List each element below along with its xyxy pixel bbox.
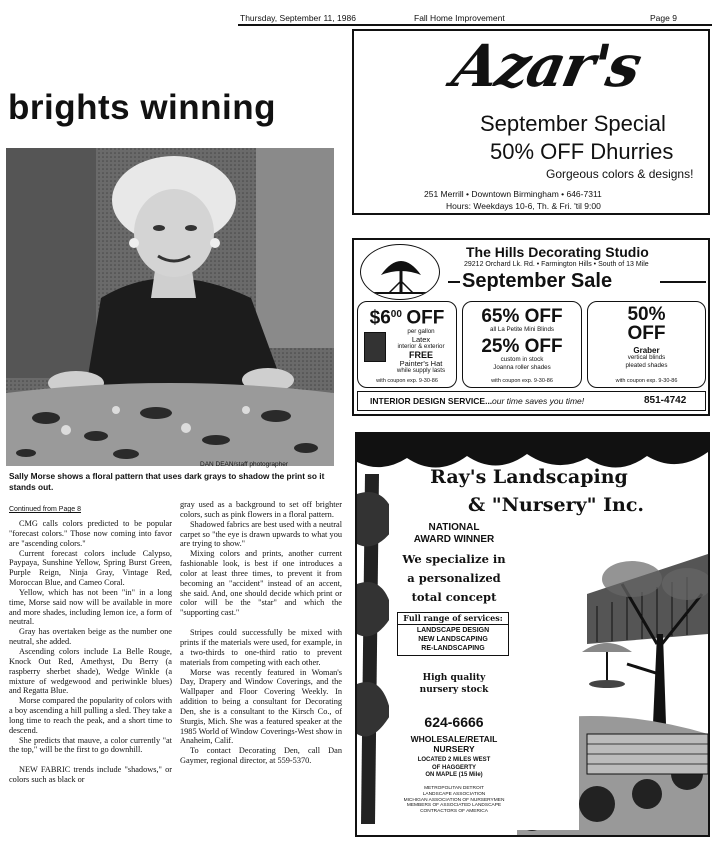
hills-store-name: The Hills Decorating Studio: [466, 244, 649, 260]
coupon-text: Joanna roller shades: [493, 363, 551, 371]
header-rule: [238, 24, 712, 26]
ad-rays-landscaping: [355, 432, 710, 837]
quality-line: nursery stock: [419, 685, 489, 695]
paragraph: Mixing colors and prints, another current fashionable look, is best if one introduces a color at least three times, to prevent it from becoming an "accident" instead of an accent, she said. And, one should decide which print or color will be the "star" and which the "supporting cast.": [180, 549, 342, 618]
coupon-vertical: [587, 301, 706, 388]
rays-name-line2: & "Nursery" Inc.: [467, 494, 645, 516]
coupon-blinds: [462, 301, 582, 388]
paragraph: Morse compared the popularity of colors with a boy ascending a hill pulling a sled. They take a long time to reach the peak, and a short time to descend.: [9, 696, 172, 735]
rays-services-box: [397, 612, 509, 656]
azars-address: 251 Merrill • Downtown Birmingham • 646-7311: [424, 189, 602, 199]
coupon-paint: [357, 301, 457, 388]
specialize-line: total concept: [411, 590, 497, 604]
service-item: RE-LANDSCAPING: [421, 645, 485, 652]
paragraph: Gray has overtaken beige as the number one neutral, she added.: [9, 627, 172, 647]
association-line: METROPOLITAN DETROIT: [424, 786, 484, 791]
hills-sale-title: September Sale: [462, 270, 613, 292]
service-item: LANDSCAPE DESIGN: [416, 627, 490, 634]
page-number: Page 9: [650, 13, 677, 23]
azars-tagline: Gorgeous colors & designs!: [546, 167, 694, 181]
coupon-expiry: with coupon exp. 9-30-86: [491, 378, 553, 384]
location-line: ON MAPLE (15 Mile): [425, 772, 483, 778]
rays-phone: 624-6666: [424, 714, 484, 730]
rays-location: [389, 757, 519, 780]
hills-phone: 851-4742: [644, 395, 687, 406]
association-line: MEMBERS OF ASSOCIATED LANDSCAPE: [406, 803, 502, 809]
rays-quality: [389, 672, 519, 696]
coupon-vertical-off: OFF: [627, 323, 666, 344]
specialize-line: a personalized: [407, 571, 501, 585]
photo-caption: Sally Morse shows a floral pattern that uses dark grays to shadow the print so it stands out.: [9, 471, 325, 492]
coupon-text: vertical blinds: [627, 354, 666, 362]
paragraph: Ascending colors include La Belle Rouge, Knock Out Red, Amethyst, Du Berry (a raspberry sherbet shade), Wedge Winkle (a mixture of wedgewood and periwinkle blues) and Regatta Blue.: [9, 646, 172, 696]
paragraph: NEW FABRIC trends include "shadows," or colors such as black or: [9, 765, 172, 785]
quality-line: High quality: [422, 673, 486, 683]
coupon-vertical-percent: 50%: [627, 304, 666, 325]
award-line: AWARD WINNER: [413, 534, 495, 545]
location-line: OF HAGGERTY: [431, 764, 476, 771]
azars-discount: 50% OFF Dhurries: [490, 139, 674, 164]
coupon-blinds-discount: 65% OFF: [481, 306, 563, 327]
services-title: Full range of services:: [398, 613, 508, 625]
article-column-2: [180, 500, 342, 766]
paragraph: Shadowed fabrics are best used with a neutral carpet so "the eye is drawn upwards to what you are trying to show.": [180, 519, 342, 549]
article-column-1: [9, 519, 172, 785]
ad-azars: [352, 29, 710, 215]
ad-hills-decorating: [352, 238, 710, 416]
coupon-text: Painter's Hat: [399, 358, 443, 368]
coupon-paint-cents: 00: [390, 309, 402, 320]
association-line: CONTRACTORS OF AMERICA: [420, 809, 488, 815]
rays-award: [389, 522, 519, 546]
association-line: MICHIGAN ASSOCIATION OF NURSERYMEN: [403, 797, 505, 803]
section-name: Fall Home Improvement: [414, 13, 505, 23]
award-line: NATIONAL: [428, 522, 480, 533]
service-item: NEW LANDSCAPING: [418, 636, 488, 643]
coupon-text: all La Petite Mini Blinds: [490, 326, 554, 333]
paragraph: gray used as a background to set off brighter colors, such as pink flowers in a floral pattern.: [180, 500, 342, 519]
paragraph: She predicts that mauve, a color currently "at the top," will be the first to go downhill.: [9, 735, 172, 755]
rays-specialize: [389, 550, 519, 607]
specialize-line: We specialize in: [402, 552, 506, 566]
graber-logo: Graber: [633, 346, 660, 355]
coupon-shades-discount: 25% OFF: [481, 336, 563, 358]
continued-line: Continued from Page 8: [9, 506, 81, 513]
location-line: LOCATED 2 MILES WEST: [417, 757, 491, 763]
rays-type: [389, 734, 519, 754]
rays-associations: [389, 786, 519, 815]
service-label: INTERIOR DESIGN SERVICE...: [370, 396, 493, 406]
azars-special: September Special: [480, 111, 666, 136]
azars-logo: Azar's: [446, 32, 646, 100]
article-photo: [6, 148, 334, 466]
divider: [660, 281, 706, 283]
coupon-paint-off: OFF: [406, 307, 445, 329]
coupon-paint-price: $6: [369, 307, 391, 329]
paragraph: CMG calls colors predicted to be popular "forecast colors." Those now coming into favor are "ascending colors.": [9, 519, 172, 548]
paragraph: Stripes could successfully be mixed with prints if the materials were used, for example, in a two-thirds to one-third ratio to prevent materials from competing with each other.: [180, 628, 342, 667]
hills-address: 29212 Orchard Lk. Rd. • Farmington Hills • South of 13 Mile: [464, 261, 649, 268]
coupon-free: FREE: [408, 349, 433, 360]
coupon-expiry: with coupon exp. 9-30-86: [376, 378, 438, 384]
divider: [448, 281, 460, 283]
paragraph: To contact Decorating Den, call Dan Gaymer, regional director, at 559-5370.: [180, 746, 342, 766]
association-line: LANDSCAPE ASSOCIATION: [422, 791, 486, 797]
type-line: WHOLESALE/RETAIL: [410, 734, 498, 744]
coupon-text: per gallon: [407, 328, 435, 336]
article-headline: brights winning: [8, 88, 277, 127]
azars-hours: Hours: Weekdays 10-6, Th. & Fri. 'til 9:00: [446, 201, 601, 211]
tree-logo-icon: [360, 244, 440, 300]
coupon-text: custom in stock: [500, 356, 544, 364]
paragraph: Morse was recently featured in Woman's Day, Drapery and Window Coverings, and the Wallpaper and Floor Covering Weekly. In addition to being a consultant for Decorating Den, she is a consultant to the Kirsch Co., of Sturgis, Mich. She was a featured speaker at the 1985 World of Window Coverings-West show in Anaheim, Calif.: [180, 667, 342, 746]
coupon-text: interior & exterior: [397, 343, 445, 351]
coupon-text: pleated shades: [625, 361, 668, 369]
issue-date: Thursday, September 11, 1986: [240, 13, 356, 23]
rays-name-line1: Ray's Landscaping: [430, 466, 628, 488]
service-slogan: our time saves you time!: [492, 396, 585, 406]
coupon-text: Latex: [411, 334, 431, 344]
photo-credit: DAN DEAN/staff photographer: [200, 461, 289, 468]
paragraph: Current forecast colors include Calypso, Paypaya, Sunshine Yellow, Spring Burst Green, Purple Reign, Ninja Gray, Vintage Red, Moroccan Blue, and Cameo Coral.: [9, 548, 172, 588]
service-bar: [357, 391, 706, 411]
coupon-expiry: with coupon exp. 9-30-86: [615, 378, 678, 384]
paragraph: Yellow, which has not been "in" in a long time, Morse said now will be available in more and more shades, including lemon ice, a form of neutral.: [9, 587, 172, 627]
paint-can-icon: [364, 332, 386, 362]
type-line: NURSERY: [433, 744, 475, 754]
coupon-text: while supply lasts: [396, 366, 446, 374]
